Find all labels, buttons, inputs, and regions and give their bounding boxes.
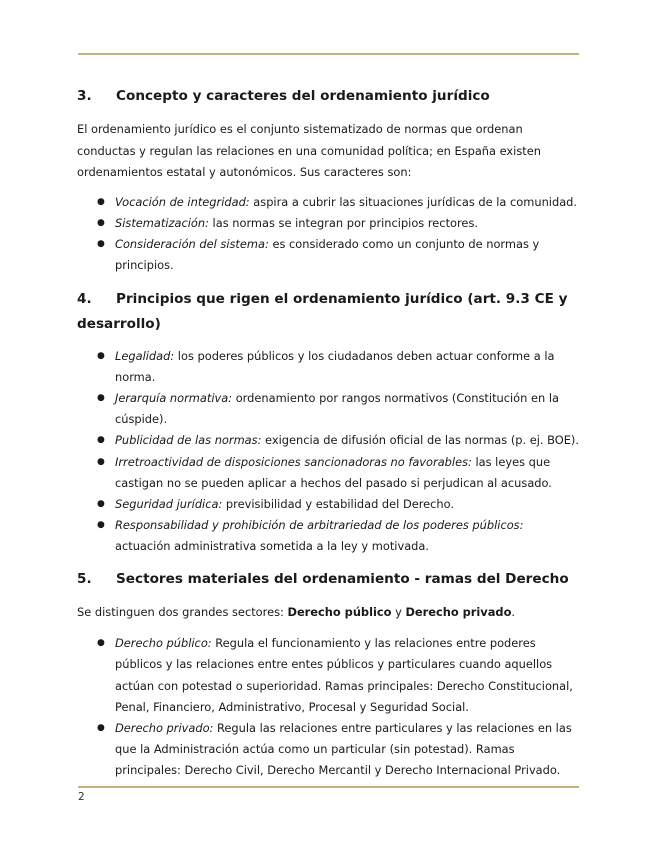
item-text: las leyes que castigan no se pueden aplicar a hechos del pasado si perjudican al acusado. [115,454,552,490]
bullet-icon: ● [97,196,105,207]
section-5-heading [77,567,582,592]
section-number: 4. [77,290,92,307]
item-text: aspira a cubrir las situaciones jurídicas de la comunidad. [249,194,578,209]
list-item [77,430,582,451]
section-3-heading [77,84,582,109]
item-term: Responsabilidad y prohibición de arbitrariedad de los poderes públicos: [115,518,524,533]
item-term: Derecho privado: [115,721,214,736]
footer-rule [78,786,579,788]
list-item [77,213,582,234]
section-3-list [77,192,582,277]
bullet-icon: ● [97,638,105,649]
list-item [77,718,582,782]
intro-bold-public: Derecho público [287,604,392,619]
list-item [77,494,582,515]
intro-text: y [391,604,406,619]
section-5-intro [77,602,582,624]
list-item [77,192,582,213]
header-rule [78,53,579,55]
list-item [77,633,582,718]
section-title: Principios que rigen el ordenamiento jurídico (art. 9.3 CE y desarrollo) [77,290,568,332]
intro-bold-private: Derecho privado [405,604,512,619]
item-term: Sistematización: [115,215,209,230]
section-4-list [77,346,582,558]
list-item [77,452,582,494]
intro-text: Se distinguen dos grandes sectores: [77,604,288,619]
item-text: exigencia de difusión oficial de las normas (p. ej. BOE). [261,433,580,448]
section-title: Concepto y caracteres del ordenamiento jurídico [116,88,490,104]
section-4-heading [77,287,582,337]
intro-text: . [511,604,516,619]
item-text: actuación administrativa sometida a la ley y motivada. [115,539,430,554]
item-term: Publicidad de las normas: [115,433,262,448]
section-number: 3. [77,88,92,104]
item-term: Legalidad: [115,348,175,363]
item-text: ordenamiento por rangos normativos (Constitución en la cúspide). [115,391,559,427]
item-text: los poderes públicos y los ciudadanos deben actuar conforme a la norma. [115,348,555,384]
item-term: Derecho público: [115,636,212,651]
section-title: Sectores materiales del ordenamiento - ramas del Derecho [116,570,569,587]
item-term: Seguridad jurídica: [115,497,223,512]
page-content [77,84,582,782]
item-text: previsibilidad y estabilidad del Derecho. [222,497,455,512]
item-text: las normas se integran por principios rectores. [208,215,478,230]
item-term: Irretroactividad de disposiciones sancionadoras no favorables: [115,454,472,469]
list-item [77,388,582,430]
item-text: Regula el funcionamiento y las relaciones entre poderes públicos y las relaciones entre entes públicos y particulares cuando aquellos actúan con potestad o superioridad. Ramas principales: Derecho Constitucional, Penal, Financiero, Administrativo, Procesal y Seguridad Social. [115,636,573,714]
bullet-icon: ● [97,456,105,467]
bullet-icon: ● [97,393,105,403]
item-term: Vocación de integridad: [115,194,250,209]
bullet-icon: ● [97,350,105,361]
bullet-icon: ● [97,239,105,250]
list-item [77,234,582,276]
item-term: Consideración del sistema: [115,237,269,252]
bullet-icon: ● [97,499,105,510]
bullet-icon: ● [97,520,105,531]
item-text: Regula las relaciones entre particulares y las relaciones en las que la Administración actúa como un particular (sin potestad). Ramas principales: Derecho Civil, Derecho Mercantil y Derecho Internacional Privado. [115,721,572,778]
section-3-intro: El ordenamiento jurídico es el conjunto sistematizado de normas que ordenan conductas y regulan las relaciones en una comunidad política; en España existen ordenamientos estatal y autonómicos. Sus caracteres son: [77,122,541,180]
page-number: 2 [78,791,85,803]
section-5-list [77,633,582,781]
item-text: es considerado como un conjunto de normas y principios. [115,237,540,273]
list-item [77,515,582,557]
bullet-icon: ● [97,723,105,734]
item-term: Jerarquía normativa: [115,391,233,405]
section-number: 5. [77,570,92,587]
list-item [77,346,582,388]
bullet-icon: ● [97,435,105,446]
bullet-icon: ● [97,217,105,228]
